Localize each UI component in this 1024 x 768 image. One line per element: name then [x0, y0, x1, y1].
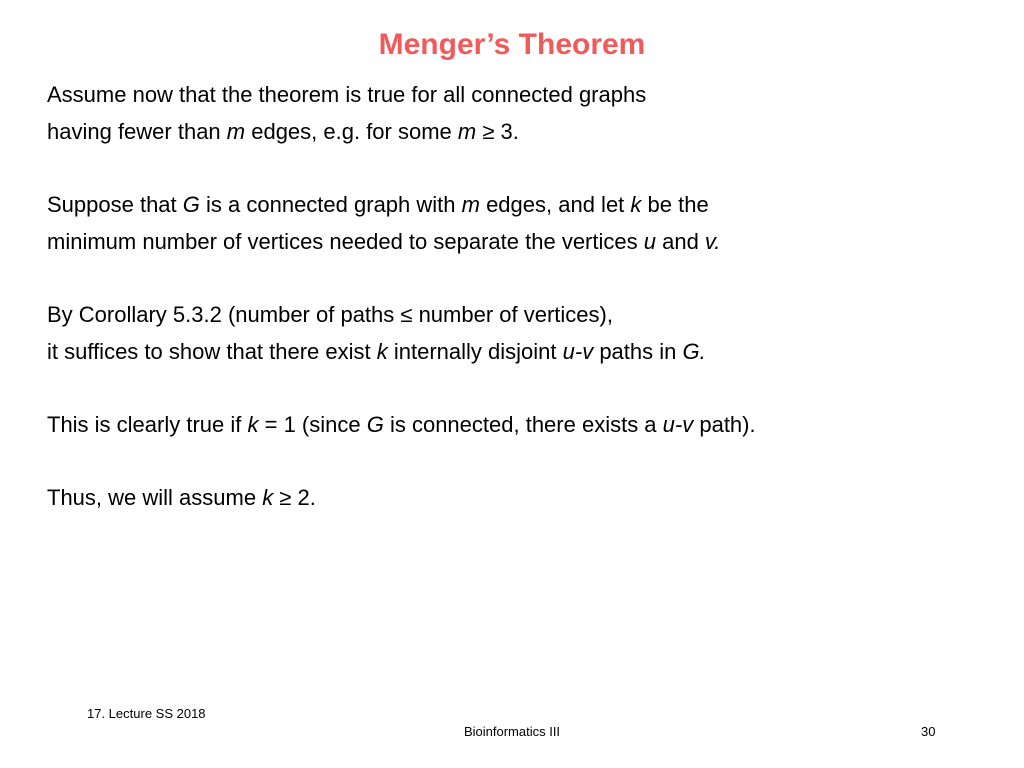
text-span: minimum number of vertices needed to separate the vertices	[47, 229, 644, 254]
text-span: having fewer than	[47, 119, 227, 144]
text-line	[47, 113, 1007, 150]
paragraph-corollary	[47, 296, 1007, 370]
text-line	[47, 406, 1007, 443]
text-span: edges, e.g. for some	[245, 119, 458, 144]
slide-title: Menger’s Theorem	[378, 28, 646, 61]
math-var: u	[643, 229, 656, 254]
footer-page-number: 30	[921, 724, 936, 739]
math-var: u-v	[662, 412, 694, 437]
paragraph-setup	[47, 186, 1007, 260]
math-var: m	[461, 192, 480, 217]
text-line: By Corollary 5.3.2 (number of paths ≤ number of vertices),	[47, 302, 613, 327]
footer-course: Bioinformatics III	[463, 724, 561, 739]
text-span: it suffices to show that there exist	[47, 339, 377, 364]
math-var: u-v	[562, 339, 594, 364]
text-span: is connected, there exists a	[383, 412, 663, 437]
math-var: m	[457, 119, 477, 144]
text-span: and	[655, 229, 705, 254]
slide-body	[47, 76, 1007, 552]
text-span: be the	[641, 192, 709, 217]
text-span: This is clearly true if	[47, 412, 248, 437]
math-var: k	[376, 339, 388, 364]
math-var: k	[247, 412, 259, 437]
text-span: path).	[693, 412, 756, 437]
paragraph-base-case	[47, 406, 1007, 443]
text-line	[47, 223, 1007, 260]
math-var: v.	[704, 229, 721, 254]
math-var: k	[262, 485, 274, 510]
text-line	[47, 333, 1007, 370]
math-var: k	[630, 192, 642, 217]
text-span: ≥ 2.	[273, 485, 316, 510]
math-var: G.	[682, 339, 706, 364]
paragraph-induction	[47, 76, 1007, 150]
text-span: paths in	[593, 339, 683, 364]
text-span: internally disjoint	[387, 339, 563, 364]
text-span: Suppose that	[47, 192, 183, 217]
math-var: G	[182, 192, 200, 217]
text-span: edges, and let	[479, 192, 631, 217]
text-span: ≥ 3.	[476, 119, 519, 144]
text-span: Thus, we will assume	[47, 485, 263, 510]
text-line: Assume now that the theorem is true for all connected graphs	[47, 82, 647, 107]
text-line	[47, 186, 1007, 223]
text-line	[47, 479, 1007, 516]
math-var: m	[226, 119, 246, 144]
footer-lecture: 17. Lecture SS 2018	[87, 706, 206, 721]
text-span: = 1 (since	[258, 412, 367, 437]
text-span: is a connected graph with	[199, 192, 462, 217]
paragraph-assumption	[47, 479, 1007, 516]
math-var: G	[366, 412, 384, 437]
